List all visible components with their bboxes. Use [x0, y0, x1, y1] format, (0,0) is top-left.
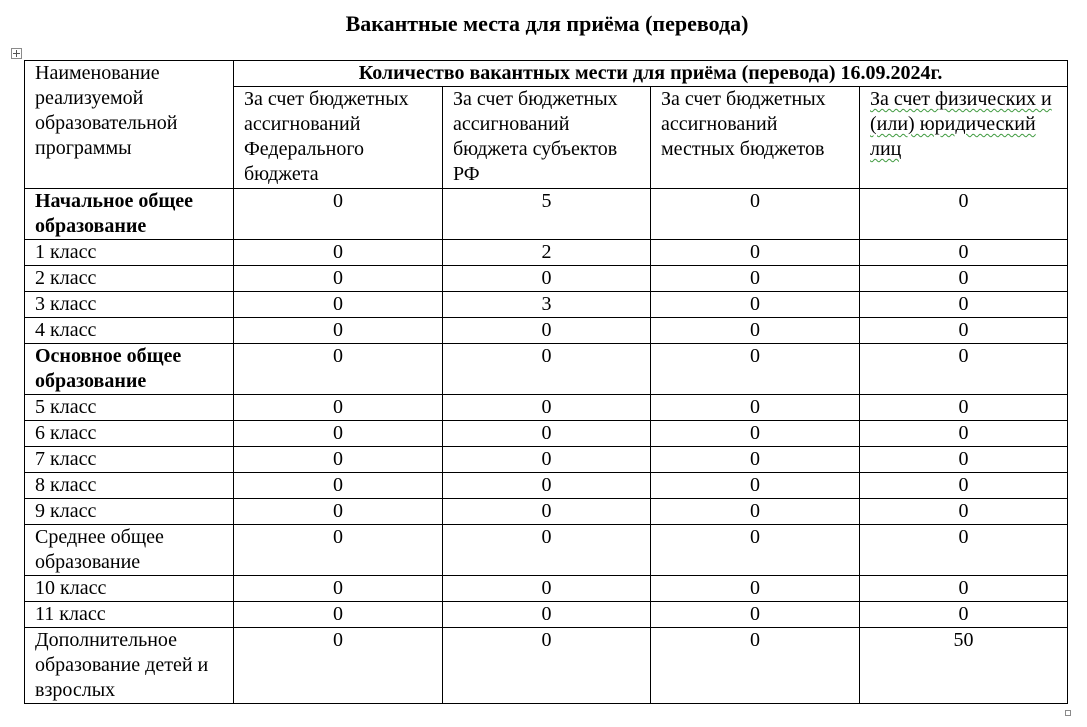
cell-private: 0: [860, 447, 1068, 473]
cell-local: 0: [651, 576, 860, 602]
row-name: 9 класс: [25, 499, 234, 525]
cell-regional: 0: [443, 266, 651, 292]
cell-federal: 0: [234, 266, 443, 292]
row-name: Дополнительное образование детей и взрослых: [25, 628, 234, 704]
table-row: [25, 189, 1068, 240]
column-header-regional: За счет бюджетных ассигнований бюджета субъектов РФ: [443, 87, 651, 189]
cell-private: 0: [860, 240, 1068, 266]
cell-local: 0: [651, 318, 860, 344]
cell-local: 0: [651, 421, 860, 447]
cell-federal: 0: [234, 292, 443, 318]
column-header-private: [860, 87, 1068, 189]
cell-local: 0: [651, 499, 860, 525]
cell-regional: 0: [443, 447, 651, 473]
cell-private: 0: [860, 576, 1068, 602]
row-name: Среднее общее образование: [25, 525, 234, 576]
name-column-header: Наименование реализуемой образовательной программы: [25, 61, 234, 189]
cell-local: 0: [651, 344, 860, 395]
cell-federal: 0: [234, 344, 443, 395]
cell-local: 0: [651, 189, 860, 240]
cell-regional: 0: [443, 318, 651, 344]
row-name: Начальное общее образование: [25, 189, 234, 240]
column-header-federal: За счет бюджетных ассигнований Федерального бюджета: [234, 87, 443, 189]
row-name: 10 класс: [25, 576, 234, 602]
cell-regional: 0: [443, 499, 651, 525]
row-name: Основное общее образование: [25, 344, 234, 395]
cell-regional: 0: [443, 421, 651, 447]
vacancies-table: [24, 60, 1068, 704]
cell-regional: 0: [443, 602, 651, 628]
table-row: [25, 525, 1068, 576]
table-row: [25, 628, 1068, 704]
cell-local: 0: [651, 447, 860, 473]
table-row: [25, 421, 1068, 447]
table-row: [25, 266, 1068, 292]
cell-federal: 0: [234, 473, 443, 499]
cell-federal: 0: [234, 395, 443, 421]
cell-regional: 0: [443, 576, 651, 602]
row-name: 5 класс: [25, 395, 234, 421]
table-row: [25, 473, 1068, 499]
cell-federal: 0: [234, 602, 443, 628]
row-name: 7 класс: [25, 447, 234, 473]
table-row: [25, 576, 1068, 602]
document-title: Вакантные места для приёма (перевода): [345, 11, 749, 36]
cell-private: 0: [860, 189, 1068, 240]
cell-private: 0: [860, 499, 1068, 525]
cell-regional: 5: [443, 189, 651, 240]
table-move-handle-icon[interactable]: [11, 48, 22, 59]
row-name: 4 класс: [25, 318, 234, 344]
vacancies-main-header: Количество вакантных мести для приёма (перевода) 16.09.2024г.: [234, 61, 1068, 87]
table-row: [25, 499, 1068, 525]
cell-regional: 3: [443, 292, 651, 318]
cell-regional: 2: [443, 240, 651, 266]
cell-regional: 0: [443, 473, 651, 499]
cell-local: 0: [651, 525, 860, 576]
row-name: 2 класс: [25, 266, 234, 292]
cell-private: 0: [860, 421, 1068, 447]
cell-local: 0: [651, 395, 860, 421]
cell-regional: 0: [443, 395, 651, 421]
cell-private: 0: [860, 473, 1068, 499]
table-row: [25, 602, 1068, 628]
cell-local: 0: [651, 292, 860, 318]
cell-regional: 0: [443, 525, 651, 576]
cell-local: 0: [651, 266, 860, 292]
table-row: [25, 447, 1068, 473]
table-row: [25, 318, 1068, 344]
cell-local: 0: [651, 473, 860, 499]
cell-private: 0: [860, 602, 1068, 628]
table-row: [25, 240, 1068, 266]
cell-federal: 0: [234, 499, 443, 525]
table-row: [25, 292, 1068, 318]
cell-federal: 0: [234, 240, 443, 266]
cell-federal: 0: [234, 447, 443, 473]
column-header-private-text: За счет физических и (или) юридический лиц: [870, 88, 1052, 160]
table-row: [25, 395, 1068, 421]
cell-regional: 0: [443, 344, 651, 395]
cell-private: 0: [860, 344, 1068, 395]
cell-federal: 0: [234, 318, 443, 344]
cell-federal: 0: [234, 525, 443, 576]
cell-federal: 0: [234, 576, 443, 602]
cell-private: 0: [860, 525, 1068, 576]
cell-federal: 0: [234, 189, 443, 240]
cell-private: 0: [860, 318, 1068, 344]
cell-private: 50: [860, 628, 1068, 704]
table-header-row: [25, 61, 1068, 87]
cell-private: 0: [860, 395, 1068, 421]
row-name: 6 класс: [25, 421, 234, 447]
column-header-local: За счет бюджетных ассигнований местных бюджетов: [651, 87, 860, 189]
cell-local: 0: [651, 602, 860, 628]
row-name: 3 класс: [25, 292, 234, 318]
table-resize-handle-icon[interactable]: [1065, 710, 1071, 716]
row-name: 11 класс: [25, 602, 234, 628]
table-row: [25, 344, 1068, 395]
row-name: 8 класс: [25, 473, 234, 499]
cell-federal: 0: [234, 421, 443, 447]
cell-private: 0: [860, 292, 1068, 318]
row-name: 1 класс: [25, 240, 234, 266]
cell-federal: 0: [234, 628, 443, 704]
cell-local: 0: [651, 628, 860, 704]
cell-local: 0: [651, 240, 860, 266]
cell-regional: 0: [443, 628, 651, 704]
cell-private: 0: [860, 266, 1068, 292]
